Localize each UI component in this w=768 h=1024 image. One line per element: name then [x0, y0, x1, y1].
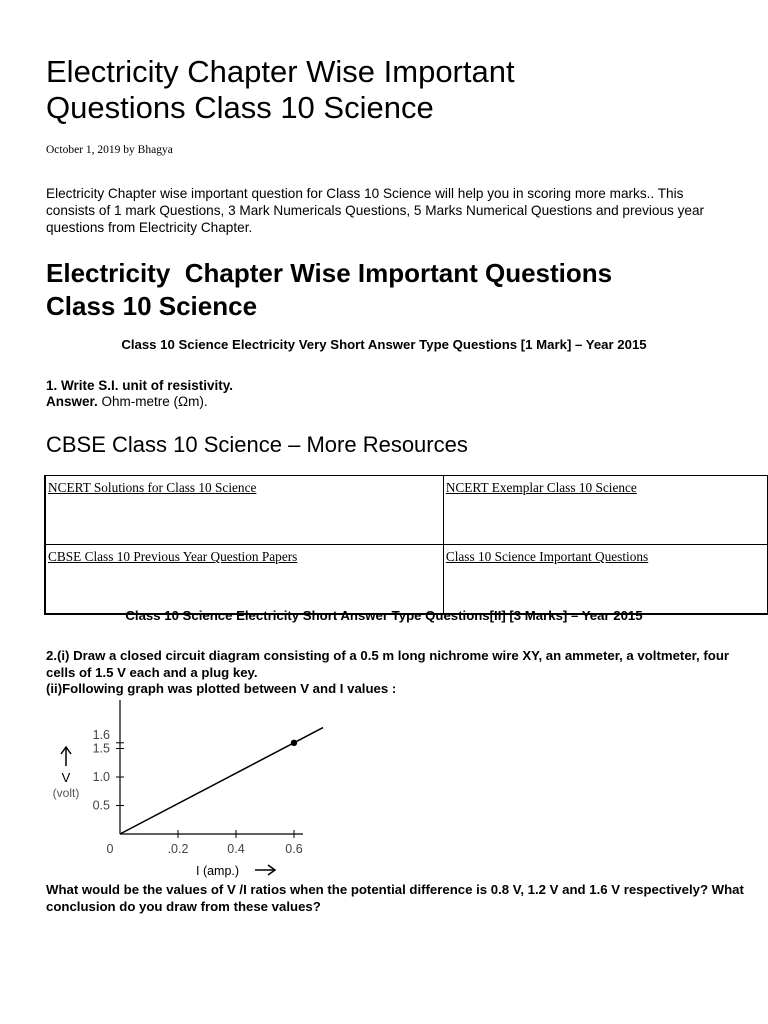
answer-1-text: Ohm-metre (Ωm). — [97, 394, 208, 409]
x-tick-label: 0.6 — [285, 842, 303, 856]
link-previous-year-papers[interactable]: CBSE Class 10 Previous Year Question Papers — [48, 549, 298, 564]
y-axis-unit: (volt) — [52, 786, 80, 800]
y-tick-label: 1.0 — [92, 770, 110, 784]
resources-cell — [443, 476, 767, 545]
graph-labels — [53, 728, 303, 878]
resources-table — [44, 475, 768, 615]
question-1 — [46, 378, 233, 410]
byline: October 1, 2019 by Bhagya — [46, 144, 173, 156]
y-axis-label: V — [61, 770, 71, 785]
very-short-answer-heading: Class 10 Science Electricity Very Short Answer Type Questions [1 Mark] – Year 2015 — [121, 337, 647, 352]
link-ncert-solutions[interactable]: NCERT Solutions for Class 10 Science — [48, 480, 257, 495]
graph-series — [120, 728, 323, 834]
title-line-1: Electricity Chapter Wise Important — [46, 54, 515, 89]
data-point — [291, 740, 297, 746]
x-tick-label: 0.4 — [227, 842, 245, 856]
x-tick-label: .0.2 — [167, 842, 189, 856]
resources-cell — [45, 545, 443, 615]
title-line-2: Questions Class 10 Science — [46, 90, 434, 125]
resources-cell — [45, 476, 443, 545]
section-heading-line-2: Class 10 Science — [46, 291, 258, 321]
x-tick-label: 0 — [106, 842, 114, 856]
short-answer-heading: Class 10 Science Electricity Short Answer Type Questions[II] [3 Marks] – Year 2015 — [125, 608, 643, 623]
x-axis-label: I (amp.) — [196, 864, 240, 878]
y-tick-label: 0.5 — [92, 798, 110, 813]
answer-label: Answer. — [46, 394, 98, 409]
answer-1 — [46, 394, 233, 410]
resources-row — [45, 545, 768, 615]
question-2-prompt: What would be the values of V /I ratios when the potential difference is 0.8 V, 1.2 V and 1.6 V respectively? What conclusion do you draw from these values? — [46, 882, 744, 914]
page-title — [46, 54, 746, 126]
resources-cell — [443, 545, 767, 615]
y-tick-label: 1.5 — [92, 741, 110, 756]
question-2 — [46, 648, 746, 698]
question-1-text: 1. Write S.I. unit of resistivity. — [46, 378, 234, 393]
section-heading-line-1: Electricity Chapter Wise Important Questions — [46, 258, 613, 288]
resources-heading: CBSE Class 10 Science – More Resources — [46, 432, 468, 457]
intro-paragraph: Electricity Chapter wise important question for Class 10 Science will help you in scoring more marks.. This consists of 1 mark Questions, 3 Mark Numericals Questions, 5 Marks Numerical Questions and previous year questions from Electricity Chapter. — [46, 186, 705, 235]
vi-graph — [40, 698, 340, 880]
resources-row — [45, 476, 768, 545]
link-important-questions[interactable]: Class 10 Science Important Questions — [445, 549, 649, 564]
question-2-part-1: 2.(i) Draw a closed circuit diagram consisting of a 0.5 m long nichrome wire XY, an ammeter, a voltmeter, four cells of 1.5 V each and a plug key. — [46, 648, 730, 680]
graph-axes — [120, 700, 303, 834]
question-2-part-2: (ii)Following graph was plotted between V and I values : — [46, 681, 397, 696]
y-tick-label: 1.6 — [92, 727, 110, 742]
section-heading — [46, 257, 746, 323]
link-ncert-exemplar[interactable]: NCERT Exemplar Class 10 Science — [445, 480, 637, 495]
